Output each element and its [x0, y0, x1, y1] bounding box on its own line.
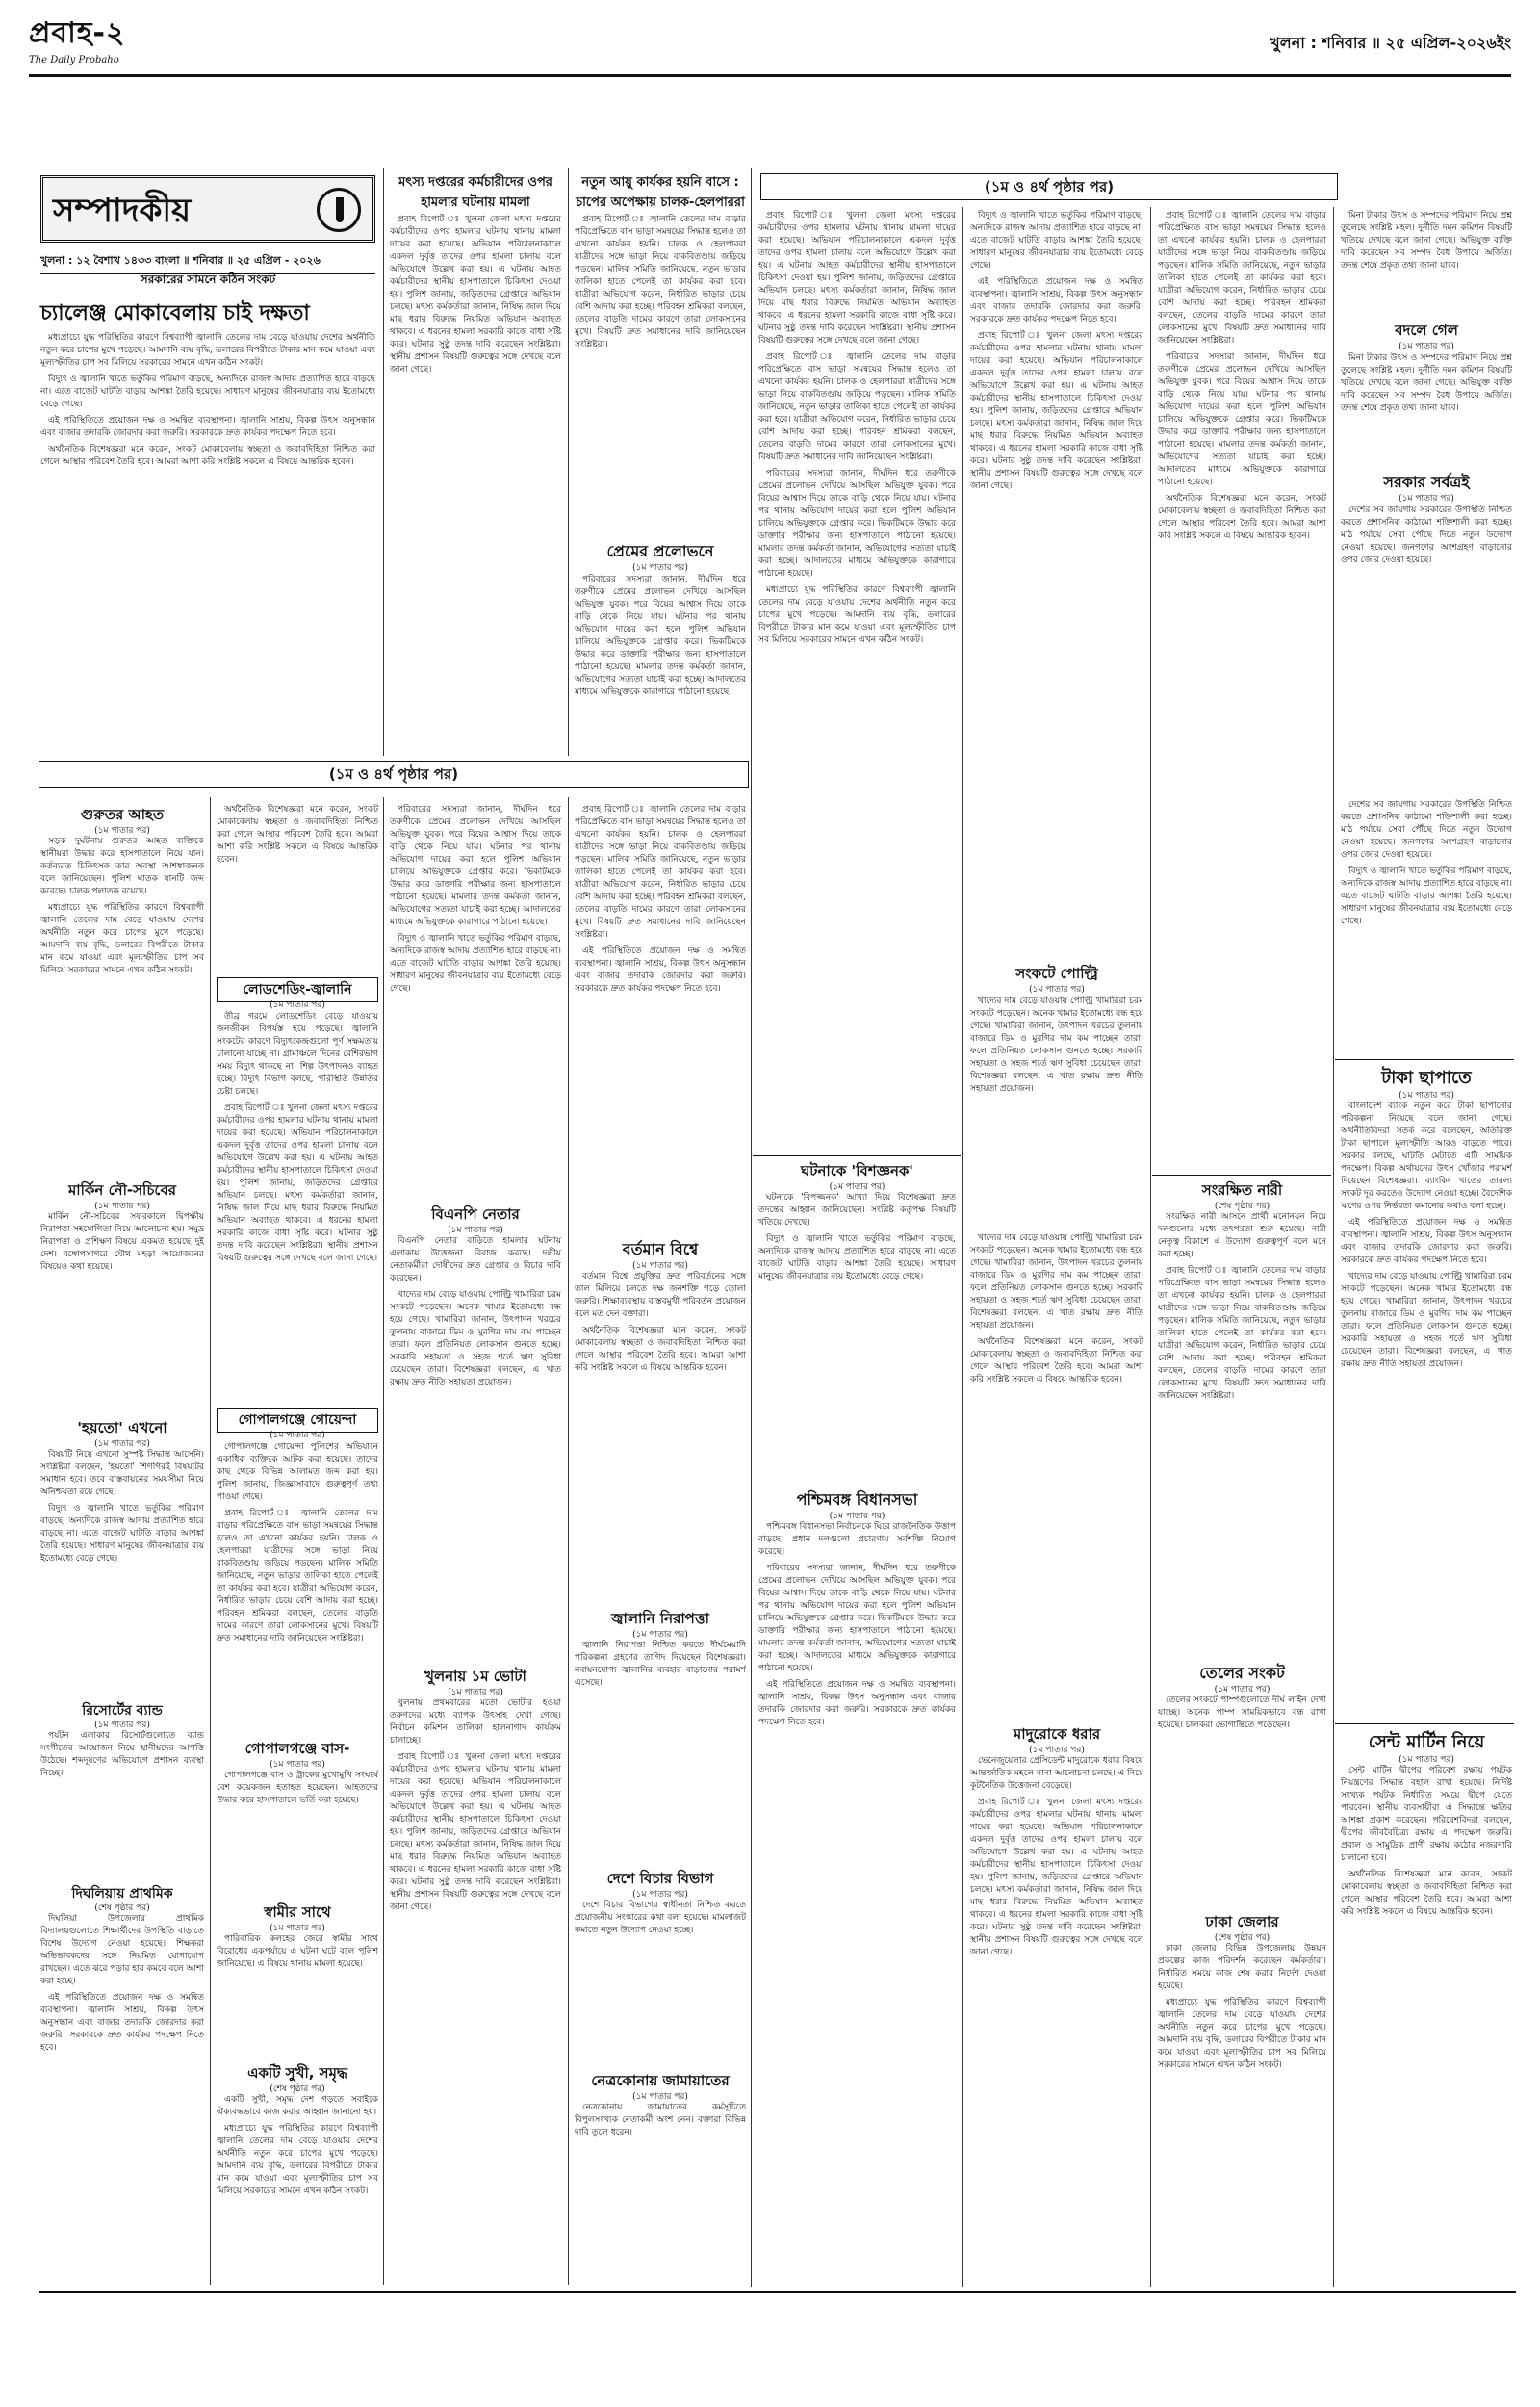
- column-rule: [751, 168, 752, 2287]
- story-paragraph: দেশের সব জায়গায় সরকারের উপস্থিতি নিশ্চিত করতে প্রশাসনিক কাঠামো শক্তিশালী করা হচ্ছে। মাঠ পর্যায়ে সেবা পৌঁছে দিতে নতুন উদ্যোগ নেওয়া হয়েছে। জনগণের অংশগ্রহণ বাড়ানোর ওপর জোর দেওয়া হয়েছে।: [1341, 800, 1512, 860]
- story-paragraph: মধ্যপ্রাচ্যে যুদ্ধ পরিস্থিতির কারণে বিশ্বব্যাপী জ্বালানি তেলের দাম বেড়ে যাওয়ায় দেশের অর্থনীতি নতুন করে চাপের মুখে পড়েছে। আমদানি ব্যয় বৃদ্ধি, ডলারের বিপরীতে টাকার মান কমে যাওয়া এবং মূল্যস্ফীতির চাপ সব মিলিয়ে সরকারের সামনে এখন কঠিন সংকট।: [758, 585, 956, 645]
- story-body: [1341, 1765, 1512, 2280]
- column-rule: [568, 797, 569, 2285]
- story-paragraph: প্রবাহ রিপোর্ট ঃ জ্বালানি তেলের দাম বাড়ার পরিপ্রেক্ষিতে বাস ভাড়া সমন্বয়ের সিদ্ধান্ত হলেও তা এখনো কার্যকর হয়নি। চালক ও হেলপাররা যাত্রীদের সঙ্গে ভাড়া নিয়ে বাকবিতণ্ডায় জড়িয়ে পড়ছেন। মালিক সমিতি জানিয়েছে, নতুন ভাড়ার তালিকা হাতে পেলেই তা কার্যকর করা হবে। যাত্রীরা অভিযোগ করেন, নির্ধারিত ভাড়ার চেয়ে বেশি আদায় করা হচ্ছে। পরিবহন শ্রমিকরা বলছেন, তেলের বাড়তি দামের কারণে তারা লোকসানের মুখে। বিষয়টি দ্রুত সমাধানের দাবি জানিয়েছেন সংশ্লিষ্টরা।: [1158, 211, 1326, 346]
- jump-line: (১ম পাতার পর): [1399, 1755, 1454, 1765]
- jump-line: (১ম পাতার পর): [1029, 985, 1085, 995]
- story-body: [970, 996, 1143, 1227]
- story-body: [970, 1755, 1143, 2280]
- jump-line: (১ম পাতার পর): [1399, 494, 1454, 504]
- story-paragraph: মধ্যপ্রাচ্যে যুদ্ধ পরিস্থিতির কারণে বিশ্বব্যাপী জ্বালানি তেলের দাম বেড়ে যাওয়ায় দেশের অর্থনীতি নতুন করে চাপের মুখে পড়েছে। আমদানি ব্যয় বৃদ্ধি, ডলারের বিপরীতে টাকার মান কমে যাওয়া এবং মূল্যস্ফীতির চাপ সব মিলিয়ে সরকারের সামনে এখন কঠিন সংকট।: [40, 903, 204, 975]
- story-paragraph: পর্যটন এলাকার রিসোর্টগুলোতে ব্যান্ড সংগীতের আয়োজন নিয়ে স্থানীয়দের আপত্তি উঠেছে। শব্দদূষণের অভিযোগে প্রশাসন ব্যবস্থা নিচ্ছে।: [40, 1731, 204, 1778]
- story-paragraph: পরিবারের সদস্যরা জানান, দীর্ঘদিন ধরে তরুণীকে প্রেমের প্রলোভন দেখিয়ে আসছিল অভিযুক্ত যুবক। পরে বিয়ের আশ্বাস দিয়ে তাকে বাড়ি থেকে নিয়ে যায়। ঘটনার পর থানায় অভিযোগ দায়ের করা হলে পুলিশ অভিযান চালিয়ে অভিযুক্তকে গ্রেপ্তার করে। ভিকটিমকে উদ্ধার করে ডাক্তারি পরীক্ষার জন্য হাসপাতালে পাঠানো হয়েছে। মামলার তদন্ত কর্মকর্তা জানান, অভিযোগের সত্যতা যাচাই করা হচ্ছে। আদালতের মাধ্যমে অভিযুক্তকে কারাগারে পাঠানো হয়েছে।: [758, 469, 956, 579]
- story-body: [575, 214, 746, 531]
- editorial-title: সম্পাদকীয়: [53, 192, 192, 230]
- story-body: [390, 1697, 561, 2280]
- continuation-banner: (১ম ও ৪র্থ পৃষ্ঠার পর): [38, 761, 749, 788]
- story-headline: নেত্রকোনায় জামায়াতের: [591, 2072, 730, 2089]
- story-paragraph: অর্থনৈতিক বিশেষজ্ঞরা মনে করেন, সংকট মোকাবেলায় স্বচ্ছতা ও জবাবদিহিতা নিশ্চিত করা গেলে আস্থার পরিবেশ তৈরি হবে। আমরা আশা করি সংশ্লিষ্ট সকলে এ বিষয়ে আন্তরিক হবেন।: [1341, 1870, 1512, 1917]
- story-paragraph: বিদ্যুৎ ও জ্বালানি খাতে ভর্তুকির পরিমাণ বাড়ছে, অন্যদিকে রাজস্ব আদায় প্রত্যাশিত হারে বাড়ছে না। এতে বাজেট ঘাটতি বাড়ার আশঙ্কা তৈরি হয়েছে। সাধারণ মানুষের জীবনযাত্রার ব্যয় ইতোমধ্যে বেড়ে গেছে।: [970, 211, 1143, 271]
- story-headline: সংকটে পোল্ট্রি: [1015, 965, 1098, 982]
- continuation-column: [1341, 210, 1512, 316]
- jump-line: (১ম পাতার পর): [632, 1261, 688, 1271]
- story-headline: সংরক্ষিত নারী: [1201, 1181, 1283, 1199]
- story-paragraph: মার্কিন নৌ-সচিবের সফরকালে দ্বিপক্ষীয় নিরাপত্তা সহযোগিতা নিয়ে আলোচনা হয়। সমুদ্র নিরাপত্তা ও প্রশিক্ষণ বিষয়ে একমত হয়েছে দুই দেশ। বঙ্গোপসাগরে যৌথ মহড়া আয়োজনের বিষয়েও কথা হয়েছে।: [40, 1212, 204, 1272]
- jump-line: (১ম পাতার পর): [1399, 342, 1454, 351]
- editorial-subtitle: সরকারের সামনে কঠিন সংকট: [140, 272, 276, 286]
- editorial-body: [40, 332, 375, 746]
- jump-line: (১ম পাতার পর): [94, 1202, 150, 1211]
- story-body: [390, 1235, 561, 1659]
- story-paragraph: অর্থনৈতিক বিশেষজ্ঞরা মনে করেন, সংকট মোকাবেলায় স্বচ্ছতা ও জবাবদিহিতা নিশ্চিত করা গেলে আস্থার পরিবেশ তৈরি হবে। আমরা আশা করি সংশ্লিষ্ট সকলে এ বিষয়ে আন্তরিক হবেন।: [1158, 494, 1326, 541]
- story-headline: টাকা ছাপাতে: [1381, 1068, 1472, 1088]
- story-paragraph: প্রবাহ রিপোর্ট ঃ খুলনা জেলা মৎস্য দপ্তরের কর্মচারীদের ওপর হামলার ঘটনায় থানায় মামলা দায়ের করা হয়েছে। অভিযান পরিচালনাকালে একদল দুর্বৃত্ত তাদের ওপর হামলা চালায় বলে অভিযোগে উল্লেখ করা হয়। এ ঘটনায় আহত কর্মচারীদের স্থানীয় হাসপাতালে চিকিৎসা দেওয়া হয়। পুলিশ জানায়, জড়িতদের গ্রেপ্তারে অভিযান চলছে। মৎস্য কর্মকর্তারা জানান, নিষিদ্ধ জাল দিয়ে মাছ ধরার বিরুদ্ধে নিয়মিত অভিযান অব্যাহত থাকবে। এ ধরনের হামলা সরকারি কাজে বাধা সৃষ্টি করে। ঘটনার সুষ্ঠু তদন্ত দাবি করেছেন সংশ্লিষ্টরা। স্থানীয় প্রশাসন বিষয়টি গুরুত্বের সঙ্গে দেখছে বলে জানা গেছে।: [390, 215, 561, 375]
- story-body: [1158, 1695, 1326, 1902]
- story-paragraph: দিঘলিয়া উপজেলার প্রাথমিক বিদ্যালয়গুলোতে শিক্ষার্থীদের উপস্থিতি বাড়াতে বিশেষ উদ্যোগ নেওয়া হয়েছে। শিক্ষকরা অভিভাবকদের সঙ্গে নিয়মিত যোগাযোগ রাখছেন। এতে ঝরে পড়ার হার কমবে বলে আশা করা হচ্ছে।: [40, 1914, 204, 1986]
- column-rule: [1150, 207, 1151, 2287]
- logo-name: প্রবাহ-২: [29, 16, 126, 50]
- story-body: [1341, 1100, 1512, 1717]
- jump-line: (শেষ পৃষ্ঠার পর): [1214, 1933, 1270, 1943]
- editorial-banner: [40, 175, 375, 243]
- story-paragraph: একটি সুখী, সমৃদ্ধ দেশ গড়তে সবাইকে ঐক্যবদ্ধভাবে কাজ করার আহ্বান জানানো হয়।: [217, 2095, 378, 2117]
- continuation-column: [217, 804, 378, 972]
- story-body: [575, 1900, 746, 2063]
- story-headline: বদলে গেল: [1395, 322, 1458, 339]
- story-paragraph: প্রবাহ রিপোর্ট ঃ জ্বালানি তেলের দাম বাড়ার পরিপ্রেক্ষিতে বাস ভাড়া সমন্বয়ের সিদ্ধান্ত হলেও তা এখনো কার্যকর হয়নি। চালক ও হেলপাররা যাত্রীদের সঙ্গে ভাড়া নিয়ে বাকবিতণ্ডায় জড়িয়ে পড়ছেন। মালিক সমিতি জানিয়েছে, নতুন ভাড়ার তালিকা হাতে পেলেই তা কার্যকর করা হবে। যাত্রীরা অভিযোগ করেন, নির্ধারিত ভাড়ার চেয়ে বেশি আদায় করা হচ্ছে। পরিবহন শ্রমিকরা বলছেন, তেলের বাড়তি দামের কারণে তারা লোকসানের মুখে। বিষয়টি দ্রুত সমাধানের দাবি জানিয়েছেন সংশ্লিষ্টরা।: [758, 352, 956, 462]
- story-paragraph: দেশে বিচার বিভাগের স্বাধীনতা নিশ্চিত করতে প্রয়োজনীয় সংস্কারের কথা বলা হয়েছে। মামলাজট কমাতে নতুন উদ্যোগ নেওয়া হচ্ছে।: [575, 1901, 746, 1935]
- jump-line: (শেষ পৃষ্ঠার পর): [1214, 1202, 1270, 1211]
- story-paragraph: প্রবাহ রিপোর্ট ঃ খুলনা জেলা মৎস্য দপ্তরের কর্মচারীদের ওপর হামলার ঘটনায় থানায় মামলা দায়ের করা হয়েছে। অভিযান পরিচালনাকালে একদল দুর্বৃত্ত তাদের ওপর হামলা চালায় বলে অভিযোগে উল্লেখ করা হয়। এ ঘটনায় আহত কর্মচারীদের স্থানীয় হাসপাতালে চিকিৎসা দেওয়া হয়। পুলিশ জানায়, জড়িতদের গ্রেপ্তারে অভিযান চলছে। মৎস্য কর্মকর্তারা জানান, নিষিদ্ধ জাল দিয়ে মাছ ধরার বিরুদ্ধে নিয়মিত অভিযান অব্যাহত থাকবে। এ ধরনের হামলা সরকারি কাজে বাধা সৃষ্টি করে। ঘটনার সুষ্ঠু তদন্ত দাবি করেছেন সংশ্লিষ্টরা। স্থানীয় প্রশাসন বিষয়টি গুরুত্বের সঙ্গে দেখছে বলে জানা গেছে।: [390, 1752, 561, 1912]
- continuation-column: [970, 1232, 1143, 1714]
- story-paragraph: বিএনপি নেতার বাড়িতে হামলার ঘটনায় এলাকায় উত্তেজনা বিরাজ করছে। দলীয় নেতাকর্মীরা দোষীদের দ্রুত গ্রেপ্তার ও বিচার দাবি করেছেন।: [390, 1236, 561, 1283]
- story-paragraph: প্রবাহ রিপোর্ট ঃ খুলনা জেলা মৎস্য দপ্তরের কর্মচারীদের ওপর হামলার ঘটনায় থানায় মামলা দায়ের করা হয়েছে। অভিযান পরিচালনাকালে একদল দুর্বৃত্ত তাদের ওপর হামলা চালায় বলে অভিযোগে উল্লেখ করা হয়। এ ঘটনায় আহত কর্মচারীদের স্থানীয় হাসপাতালে চিকিৎসা দেওয়া হয়। পুলিশ জানায়, জড়িতদের গ্রেপ্তারে অভিযান চলছে। মৎস্য কর্মকর্তারা জানান, নিষিদ্ধ জাল দিয়ে মাছ ধরার বিরুদ্ধে নিয়মিত অভিযান অব্যাহত থাকবে। এ ধরনের হামলা সরকারি কাজে বাধা সৃষ্টি করে। ঘটনার সুষ্ঠু তদন্ত দাবি করেছেন সংশ্লিষ্টরা। স্থানীয় প্রশাসন বিষয়টি গুরুত্বের সঙ্গে দেখছে বলে জানা গেছে।: [217, 1103, 378, 1263]
- story-paragraph: এই পরিস্থিতিতে প্রয়োজন দক্ষ ও সমন্বিত ব্যবস্থাপনা। জ্বালানি সাশ্রয়, বিকল্প উৎস অনুসন্ধান এবং বাজার তদারকি জোরদার করা জরুরি। সরকারকে দ্রুত কার্যকর পদক্ষেপ নিতে হবে।: [758, 1680, 956, 1727]
- story-headline: 'হয়তো' এখনো: [77, 1419, 167, 1436]
- story-body: [575, 1640, 746, 1861]
- jump-line: (১ম পাতার পর): [1029, 1746, 1085, 1755]
- story-paragraph: খাদ্যের দাম বেড়ে যাওয়ায় পোল্ট্রি খামারিরা চরম সংকটে পড়েছেন। অনেক খামার ইতোমধ্যে বন্ধ হয়ে গেছে। খামারিরা জানান, উৎপাদন খরচের তুলনায় বাজারে ডিম ও মুরগির দাম কম পাচ্ছেন তারা। ফলে প্রতিনিয়ত লোকসান গুনতে হচ্ছে। সরকারি সহায়তা ও সহজ শর্তে ঋণ সুবিধা চেয়েছেন তারা। বিশেষজ্ঞরা বলছেন, এ খাত রক্ষায় দ্রুত নীতি সহায়তা প্রয়োজন।: [390, 1290, 561, 1387]
- continuation-column: [970, 210, 1143, 961]
- story-body: [390, 214, 561, 748]
- story-paragraph: দেশের সব জায়গায় সরকারের উপস্থিতি নিশ্চিত করতে প্রশাসনিক কাঠামো শক্তিশালী করা হচ্ছে। মাঠ পর্যায়ে সেবা পৌঁছে দিতে নতুন উদ্যোগ নেওয়া হয়েছে। জনগণের অংশগ্রহণ বাড়ানোর ওপর জোর দেওয়া হয়েছে।: [1341, 505, 1512, 565]
- story-headline: প্রেমের প্রলোভনে: [606, 542, 714, 560]
- story-paragraph: ঘটনাকে 'বিপজ্জনক' আখ্যা দিয়ে বিশেষজ্ঞরা দ্রুত তদন্তের আহ্বান জানিয়েছেন। সংশ্লিষ্ট কর্তৃপক্ষ বিষয়টি খতিয়ে দেখছে।: [758, 1193, 956, 1228]
- jump-line: (১ম পাতার পর): [270, 1760, 325, 1770]
- story-body: [40, 1211, 204, 1413]
- column-rule: [383, 797, 384, 2285]
- editorial-paragraph: বিদ্যুৎ ও জ্বালানি খাতে ভর্তুকির পরিমাণ বাড়ছে, অন্যদিকে রাজস্ব আদায় প্রত্যাশিত হারে বাড়ছে না। এতে বাজেট ঘাটতি বাড়ার আশঙ্কা তৈরি হয়েছে। সাধারণ মানুষের জীবনযাত্রার ব্যয় ইতোমধ্যে বেড়ে গেছে।: [40, 375, 375, 409]
- story-paragraph: পরিবারের সদস্যরা জানান, দীর্ঘদিন ধরে তরুণীকে প্রেমের প্রলোভন দেখিয়ে আসছিল অভিযুক্ত যুবক। পরে বিয়ের আশ্বাস দিয়ে তাকে বাড়ি থেকে নিয়ে যায়। ঘটনার পর থানায় অভিযোগ দায়ের করা হলে পুলিশ অভিযান চালিয়ে অভিযুক্তকে গ্রেপ্তার করে। ভিকটিমকে উদ্ধার করে ডাক্তারি পরীক্ষার জন্য হাসপাতালে পাঠানো হয়েছে। মামলার তদন্ত কর্মকর্তা জানান, অভিযোগের সত্যতা যাচাই করা হচ্ছে। আদালতের মাধ্যমে অভিযুক্তকে কারাগারে পাঠানো হয়েছে।: [1158, 352, 1326, 487]
- newspaper-logo: [29, 10, 231, 69]
- story-body: [575, 1271, 746, 1598]
- story-paragraph: গোপালগঞ্জে গোয়েন্দা পুলিশের অভিযানে একাধিক ব্যক্তিকে আটক করা হয়েছে। তাদের কাছ থেকে বিভিন্ন আলামত জব্দ করা হয়। পুলিশ জানায়, জিজ্ঞাসাবাদে গুরুত্বপূর্ণ তথ্য পাওয়া গেছে।: [217, 1442, 378, 1502]
- story-paragraph: সংরক্ষিত নারী আসনে প্রার্থী মনোনয়ন নিয়ে দলগুলোর মধ্যে তৎপরতা শুরু হয়েছে। নারী নেতৃত্ব বিকাশে এ উদ্যোগ গুরুত্বপূর্ণ বলে মনে করা হচ্ছে।: [1158, 1212, 1326, 1259]
- story-body: [1341, 505, 1512, 793]
- continuation-column: [758, 210, 956, 1153]
- story-body: [217, 1770, 378, 1895]
- story-headline: বিএনপি নেতার: [431, 1205, 520, 1223]
- story-headline: জ্বালানি নিরাপত্তা: [611, 1610, 709, 1627]
- jump-line: (১ম পাতার পর): [448, 1688, 503, 1697]
- story-paragraph: এই পরিস্থিতিতে প্রয়োজন দক্ষ ও সমন্বিত ব্যবস্থাপনা। জ্বালানি সাশ্রয়, বিকল্প উৎস অনুসন্ধান এবং বাজার তদারকি জোরদার করা জরুরি। সরকারকে দ্রুত কার্যকর পদক্ষেপ নিতে হবে।: [575, 946, 746, 994]
- story-paragraph: প্রবাহ রিপোর্ট ঃ জ্বালানি তেলের দাম বাড়ার পরিপ্রেক্ষিতে বাস ভাড়া সমন্বয়ের সিদ্ধান্ত হলেও তা এখনো কার্যকর হয়নি। চালক ও হেলপাররা যাত্রীদের সঙ্গে ভাড়া নিয়ে বাকবিতণ্ডায় জড়িয়ে পড়ছেন। মালিক সমিতি জানিয়েছে, নতুন ভাড়ার তালিকা হাতে পেলেই তা কার্যকর করা হবে। যাত্রীরা অভিযোগ করেন, নির্ধারিত ভাড়ার চেয়ে বেশি আদায় করা হচ্ছে। পরিবহন শ্রমিকরা বলছেন, তেলের বাড়তি দামের কারণে তারা লোকসানের মুখে। বিষয়টি দ্রুত সমাধানের দাবি জানিয়েছেন সংশ্লিষ্টরা।: [575, 215, 746, 349]
- column-rule: [383, 168, 384, 756]
- continuation-column: [1341, 799, 1512, 1059]
- story-paragraph: মধ্যপ্রাচ্যে যুদ্ধ পরিস্থিতির কারণে বিশ্বব্যাপী জ্বালানি তেলের দাম বেড়ে যাওয়ায় দেশের অর্থনীতি নতুন করে চাপের মুখে পড়েছে। আমদানি ব্যয় বৃদ্ধি, ডলারের বিপরীতে টাকার মান কমে যাওয়া এবং মূল্যস্ফীতির চাপ সব মিলিয়ে সরকারের সামনে এখন কঠিন সংকট।: [1158, 1998, 1326, 2070]
- story-paragraph: বর্তমান বিশ্বে প্রযুক্তির দ্রুত পরিবর্তনের সঙ্গে তাল মিলিয়ে চলতে দক্ষ জনশক্তি গড়ে তোলা জরুরি। শিক্ষাব্যবস্থায় বাস্তবমুখী পরিবর্তন প্রয়োজন বলে মত দেন বক্তারা।: [575, 1272, 746, 1319]
- story-headline: তেলের সংকট: [1199, 1664, 1285, 1682]
- jump-line: (১ম পাতার পর): [632, 563, 688, 573]
- story-body: [40, 1730, 204, 1875]
- continuation-column: [390, 804, 561, 1199]
- story-body: [40, 1913, 204, 2279]
- jump-line: (১ম পাতার পর): [448, 1226, 503, 1235]
- continuation-banner: (১ম ও ৪র্থ পৃষ্ঠার পর): [760, 173, 1338, 200]
- jump-line: (১ম পাতার পর): [829, 1182, 886, 1192]
- story-paragraph: সেন্ট মার্টিন দ্বীপের পরিবেশ রক্ষায় পর্যটক নিয়ন্ত্রণের সিদ্ধান্ত বহাল রাখা হয়েছে। নির্দিষ্ট সংখ্যক পর্যটক নির্ধারিত সময়ে দ্বীপে যেতে পারবেন। স্থানীয় ব্যবসায়ীরা এ সিদ্ধান্তে ক্ষতির আশঙ্কা প্রকাশ করেছেন। পরিবেশবিদরা বলছেন, দ্বীপের জীববৈচিত্র্য রক্ষায় এ পদক্ষেপ জরুরি। প্রবাল ও সামুদ্রিক প্রাণী রক্ষায় কঠোর নজরদারি চালানো হবে।: [1341, 1766, 1512, 1863]
- story-paragraph: প্রবাহ রিপোর্ট ঃ খুলনা জেলা মৎস্য দপ্তরের কর্মচারীদের ওপর হামলার ঘটনায় থানায় মামলা দায়ের করা হয়েছে। অভিযান পরিচালনাকালে একদল দুর্বৃত্ত তাদের ওপর হামলা চালায় বলে অভিযোগে উল্লেখ করা হয়। এ ঘটনায় আহত কর্মচারীদের স্থানীয় হাসপাতালে চিকিৎসা দেওয়া হয়। পুলিশ জানায়, জড়িতদের গ্রেপ্তারে অভিযান চলছে। মৎস্য কর্মকর্তারা জানান, নিষিদ্ধ জাল দিয়ে মাছ ধরার বিরুদ্ধে নিয়মিত অভিযান অব্যাহত থাকবে। এ ধরনের হামলা সরকারি কাজে বাধা সৃষ্টি করে। ঘটনার সুষ্ঠু তদন্ত দাবি করেছেন সংশ্লিষ্টরা। স্থানীয় প্রশাসন বিষয়টি গুরুত্বের সঙ্গে দেখছে বলে জানা গেছে।: [970, 1798, 1143, 1957]
- jump-line: (১ম পাতার পর): [270, 1431, 325, 1440]
- story-paragraph: বিদ্যুৎ ও জ্বালানি খাতে ভর্তুকির পরিমাণ বাড়ছে, অন্যদিকে রাজস্ব আদায় প্রত্যাশিত হারে বাড়ছে না। এতে বাজেট ঘাটতি বাড়ার আশঙ্কা তৈরি হয়েছে। সাধারণ মানুষের জীবনযাত্রার ব্যয় ইতোমধ্যে বেড়ে গেছে।: [758, 1234, 956, 1281]
- story-paragraph: খাদ্যের দাম বেড়ে যাওয়ায় পোল্ট্রি খামারিরা চরম সংকটে পড়েছেন। অনেক খামার ইতোমধ্যে বন্ধ হয়ে গেছে। খামারিরা জানান, উৎপাদন খরচের তুলনায় বাজারে ডিম ও মুরগির দাম কম পাচ্ছেন তারা। ফলে প্রতিনিয়ত লোকসান গুনতে হচ্ছে। সরকারি সহায়তা ও সহজ শর্তে ঋণ সুবিধা চেয়েছেন তারা। বিশেষজ্ঞরা বলছেন, এ খাত রক্ষায় দ্রুত নীতি সহায়তা প্রয়োজন।: [970, 996, 1143, 1094]
- story-headline: লোডশেডিং-জ্বালানি: [217, 977, 378, 1002]
- story-headline: গোপালগঞ্জে গোয়েন্দা: [217, 1408, 378, 1433]
- story-headline: মাদুরোকে ধরার: [1013, 1725, 1101, 1743]
- story-paragraph: নেত্রকোনায় জামায়াতের কর্মসূচিতে বিপুলসংখ্যক নেতাকর্মী অংশ নেন। বক্তারা বিভিন্ন দাবি তুলে ধরেন।: [575, 2103, 746, 2137]
- story-body: [217, 2094, 378, 2282]
- story-headline: দেশে বিচার বিভাগ: [606, 1870, 714, 1887]
- jump-line: (শেষ পৃষ্ঠার পর): [94, 1903, 150, 1913]
- story-paragraph: গোপালগঞ্জে বাস ও ট্রাকের মুখোমুখি সংঘর্ষে বেশ কয়েকজন হতাহত হয়েছেন। আহতদের উদ্ধার করে হাসপাতালে ভর্তি করা হয়েছে।: [217, 1771, 378, 1805]
- jump-line: (১ম পাতার পর): [1214, 1685, 1270, 1695]
- story-headline: একটি সুখী, সমৃদ্ধ: [247, 2064, 347, 2082]
- story-paragraph: প্রবাহ রিপোর্ট ঃ জ্বালানি তেলের দাম বাড়ার পরিপ্রেক্ষিতে বাস ভাড়া সমন্বয়ের সিদ্ধান্ত হলেও তা এখনো কার্যকর হয়নি। চালক ও হেলপাররা যাত্রীদের সঙ্গে ভাড়া নিয়ে বাকবিতণ্ডায় জড়িয়ে পড়ছেন। মালিক সমিতি জানিয়েছে, নতুন ভাড়ার তালিকা হাতে পেলেই তা কার্যকর করা হবে। যাত্রীরা অভিযোগ করেন, নির্ধারিত ভাড়ার চেয়ে বেশি আদায় করা হচ্ছে। পরিবহন শ্রমিকরা বলছেন, তেলের বাড়তি দামের কারণে তারা লোকসানের মুখে। বিষয়টি দ্রুত সমাধানের দাবি জানিয়েছেন সংশ্লিষ্টরা।: [575, 805, 746, 940]
- story-body: [575, 2102, 746, 2280]
- story-paragraph: তীব্র গরমে লোডশেডিং বেড়ে যাওয়ায় জনজীবন বিপর্যস্ত হয়ে পড়েছে। জ্বালানি সংকটের কারণে বিদ্যুৎকেন্দ্রগুলো পূর্ণ সক্ষমতায় চালানো যাচ্ছে না। গ্রামাঞ্চলে দিনের বেশিরভাগ সময় বিদ্যুৎ থাকছে না। শিল্প উৎপাদনও ব্যাহত হচ্ছে। বিদ্যুৎ বিভাগ বলছে, পরিস্থিতি উন্নতির চেষ্টা চলছে।: [217, 1012, 378, 1097]
- masthead: [29, 10, 1511, 77]
- story-paragraph: এই পরিস্থিতিতে প্রয়োজন দক্ষ ও সমন্বিত ব্যবস্থাপনা। জ্বালানি সাশ্রয়, বিকল্প উৎস অনুসন্ধান এবং বাজার তদারকি জোরদার করা জরুরি। সরকারকে দ্রুত কার্যকর পদক্ষেপ নিতে হবে।: [970, 277, 1143, 324]
- jump-line: (১ম পাতার পর): [632, 2092, 688, 2102]
- story-paragraph: বাংলাদেশ ব্যাংক নতুন করে টাকা ছাপানোর পরিকল্পনা নিয়েছে বলে জানা গেছে। অর্থনীতিবিদরা সতর্ক করে বলেছেন, অতিরিক্ত টাকা ছাপালে মূল্যস্ফীতি আরও বাড়তে পারে। সরকার বলছে, ঘাটতি মেটাতে এটি সাময়িক পদক্ষেপ। বিকল্প অর্থায়নের উৎস খোঁজার পরামর্শ দিয়েছেন বিশেষজ্ঞরা। ব্যাংকিং খাতের তারল্য সংকট দূর করতেও উদ্যোগ নেওয়া হচ্ছে। বৈদেশিক ঋণের ওপর নির্ভরতা কমানোর কথাও বলা হচ্ছে।: [1341, 1101, 1512, 1211]
- story-divider: [753, 1155, 961, 1156]
- story-paragraph: পরিবারের সদস্যরা জানান, দীর্ঘদিন ধরে তরুণীকে প্রেমের প্রলোভন দেখিয়ে আসছিল অভিযুক্ত যুবক। পরে বিয়ের আশ্বাস দিয়ে তাকে বাড়ি থেকে নিয়ে যায়। ঘটনার পর থানায় অভিযোগ দায়ের করা হলে পুলিশ অভিযান চালিয়ে অভিযুক্তকে গ্রেপ্তার করে। ভিকটিমকে উদ্ধার করে ডাক্তারি পরীক্ষার জন্য হাসপাতালে পাঠানো হয়েছে। মামলার তদন্ত কর্মকর্তা জানান, অভিযোগের সত্যতা যাচাই করা হচ্ছে। আদালতের মাধ্যমে অভিযুক্তকে কারাগারে পাঠানো হয়েছে।: [758, 1564, 956, 1673]
- editorial-paragraph: মধ্যপ্রাচ্যে যুদ্ধ পরিস্থিতির কারণে বিশ্বব্যাপী জ্বালানি তেলের দাম বেড়ে যাওয়ায় দেশের অর্থনীতি নতুন করে চাপের মুখে পড়েছে। আমদানি ব্যয় বৃদ্ধি, ডলারের বিপরীতে টাকার মান কমে যাওয়া এবং মূল্যস্ফীতির চাপ সব মিলিয়ে সরকারের সামনে এখন কঠিন সংকট।: [40, 333, 375, 368]
- story-headline: স্বামীর সাথে: [264, 1903, 331, 1921]
- story-paragraph: প্রবাহ রিপোর্ট ঃ খুলনা জেলা মৎস্য দপ্তরের কর্মচারীদের ওপর হামলার ঘটনায় থানায় মামলা দায়ের করা হয়েছে। অভিযান পরিচালনাকালে একদল দুর্বৃত্ত তাদের ওপর হামলা চালায় বলে অভিযোগে উল্লেখ করা হয়। এ ঘটনায় আহত কর্মচারীদের স্থানীয় হাসপাতালে চিকিৎসা দেওয়া হয়। পুলিশ জানায়, জড়িতদের গ্রেপ্তারে অভিযান চলছে। মৎস্য কর্মকর্তারা জানান, নিষিদ্ধ জাল দিয়ে মাছ ধরার বিরুদ্ধে নিয়মিত অভিযান অব্যাহত থাকবে। এ ধরনের হামলা সরকারি কাজে বাধা সৃষ্টি করে। ঘটনার সুষ্ঠু তদন্ত দাবি করেছেন সংশ্লিষ্টরা। স্থানীয় প্রশাসন বিষয়টি গুরুত্বের সঙ্গে দেখছে বলে জানা গেছে।: [970, 331, 1143, 491]
- column-rule: [568, 168, 569, 756]
- jump-line: (১ম পাতার পর): [270, 1000, 325, 1010]
- story-paragraph: বিদ্যুৎ ও জ্বালানি খাতে ভর্তুকির পরিমাণ বাড়ছে, অন্যদিকে রাজস্ব আদায় প্রত্যাশিত হারে বাড়ছে না। এতে বাজেট ঘাটতি বাড়ার আশঙ্কা তৈরি হয়েছে। সাধারণ মানুষের জীবনযাত্রার ব্যয় ইতোমধ্যে বেড়ে গেছে।: [40, 1504, 204, 1564]
- page-bottom-rule: [38, 2291, 1516, 2293]
- jump-line: (১ম পাতার পর): [94, 826, 150, 836]
- jump-line: (১ম পাতার পর): [829, 1512, 886, 1521]
- story-headline: মার্কিন নৌ-সচিবের: [67, 1181, 177, 1199]
- story-paragraph: ভেনেজুয়েলার প্রেসিডেন্ট মাদুরোকে ধরার বিষয়ে আন্তর্জাতিক মহলে নানা আলোচনা চলছে। এ নিয়ে কূটনৈতিক উত্তেজনা বেড়েছে।: [970, 1756, 1143, 1791]
- story-divider: [1152, 1175, 1331, 1176]
- story-paragraph: বিষয়টি নিয়ে এখনো সুস্পষ্ট সিদ্ধান্ত আসেনি। সংশ্লিষ্টরা বলছেন, 'হয়তো' শিগগিরই বিষয়টির সমাধান হবে। তবে বাস্তবায়নের সময়সীমা নিয়ে অনিশ্চয়তা রয়ে গেছে।: [40, 1450, 204, 1497]
- column-rule: [962, 207, 963, 2287]
- story-body: [1158, 1211, 1326, 1654]
- story-paragraph: অর্থনৈতিক বিশেষজ্ঞরা মনে করেন, সংকট মোকাবেলায় স্বচ্ছতা ও জবাবদিহিতা নিশ্চিত করা গেলে আস্থার পরিবেশ তৈরি হবে। আমরা আশা করি সংশ্লিষ্ট সকলে এ বিষয়ে আন্তরিক হবেন।: [217, 805, 378, 865]
- story-headline: মৎস্য দপ্তরের কর্মচারীদের ওপর হামলার ঘটনায় মামলা: [398, 175, 552, 210]
- date-line: খুলনা : শনিবার ॥ ২৫ এপ্রিল-২০২৬ইং: [1270, 34, 1511, 52]
- editorial-paragraph: এই পরিস্থিতিতে প্রয়োজন দক্ষ ও সমন্বিত ব্যবস্থাপনা। জ্বালানি সাশ্রয়, বিকল্প উৎস অনুসন্ধান এবং বাজার তদারকি জোরদার করা জরুরি। সরকারকে দ্রুত কার্যকর পদক্ষেপ নিতে হবে।: [40, 416, 375, 438]
- jump-line: (১ম পাতার পর): [632, 1630, 688, 1640]
- column-rule: [210, 797, 211, 2285]
- story-paragraph: প্রবাহ রিপোর্ট ঃ খুলনা জেলা মৎস্য দপ্তরের কর্মচারীদের ওপর হামলার ঘটনায় থানায় মামলা দায়ের করা হয়েছে। অভিযান পরিচালনাকালে একদল দুর্বৃত্ত তাদের ওপর হামলা চালায় বলে অভিযোগে উল্লেখ করা হয়। এ ঘটনায় আহত কর্মচারীদের স্থানীয় হাসপাতালে চিকিৎসা দেওয়া হয়। পুলিশ জানায়, জড়িতদের গ্রেপ্তারে অভিযান চলছে। মৎস্য কর্মকর্তারা জানান, নিষিদ্ধ জাল দিয়ে মাছ ধরার বিরুদ্ধে নিয়মিত অভিযান অব্যাহত থাকবে। এ ধরনের হামলা সরকারি কাজে বাধা সৃষ্টি করে। ঘটনার সুষ্ঠু তদন্ত দাবি করেছেন সংশ্লিষ্টরা। স্থানীয় প্রশাসন বিষয়টি গুরুত্বের সঙ্গে দেখছে বলে জানা গেছে।: [758, 211, 956, 346]
- story-divider: [1335, 1723, 1514, 1724]
- story-headline: সেন্ট মার্টিন নিয়ে: [1368, 1732, 1485, 1752]
- story-headline: পশ্চিমবঙ্গ বিধানসভা: [796, 1490, 918, 1509]
- story-paragraph: প্রবাহ রিপোর্ট ঃ জ্বালানি তেলের দাম বাড়ার পরিপ্রেক্ষিতে বাস ভাড়া সমন্বয়ের সিদ্ধান্ত হলেও তা এখনো কার্যকর হয়নি। চালক ও হেলপাররা যাত্রীদের সঙ্গে ভাড়া নিয়ে বাকবিতণ্ডায় জড়িয়ে পড়ছেন। মালিক সমিতি জানিয়েছে, নতুন ভাড়ার তালিকা হাতে পেলেই তা কার্যকর করা হবে। যাত্রীরা অভিযোগ করেন, নির্ধারিত ভাড়ার চেয়ে বেশি আদায় করা হচ্ছে। পরিবহন শ্রমিকরা বলছেন, তেলের বাড়তি দামের কারণে তারা লোকসানের মুখে। বিষয়টি দ্রুত সমাধানের দাবি জানিয়েছেন সংশ্লিষ্টরা।: [1158, 1266, 1326, 1401]
- story-paragraph: বিদ্যুৎ ও জ্বালানি খাতে ভর্তুকির পরিমাণ বাড়ছে, অন্যদিকে রাজস্ব আদায় প্রত্যাশিত হারে বাড়ছে না। এতে বাজেট ঘাটতি বাড়ার আশঙ্কা তৈরি হয়েছে। সাধারণ মানুষের জীবনযাত্রার ব্যয় ইতোমধ্যে বেড়ে গেছে।: [1341, 867, 1512, 926]
- story-headline: সরকার সর্বত্রই: [1383, 473, 1470, 491]
- story-paragraph: মিনা টাকার উৎস ও সম্পদের পরিমাণ নিয়ে প্রশ্ন তুলেছে সংশ্লিষ্ট মহল। দুর্নীতি দমন কমিশন বিষয়টি খতিয়ে দেখছে বলে জানা গেছে। অভিযুক্ত ব্যক্তি দাবি করেছেন সব সম্পদ বৈধ উপায়ে অর্জিত। তদন্ত শেষে প্রকৃত তথ্য জানা যাবে।: [1341, 211, 1512, 271]
- story-headline: নতুন আয়ু কার্যকর হয়নি বাসে : চাপের অপেক্ষায় চালক-হেলপাররা: [576, 175, 745, 210]
- story-paragraph: মধ্যপ্রাচ্যে যুদ্ধ পরিস্থিতির কারণে বিশ্বব্যাপী জ্বালানি তেলের দাম বেড়ে যাওয়ায় দেশের অর্থনীতি নতুন করে চাপের মুখে পড়েছে। আমদানি ব্যয় বৃদ্ধি, ডলারের বিপরীতে টাকার মান কমে যাওয়া এবং মূল্যস্ফীতির চাপ সব মিলিয়ে সরকারের সামনে এখন কঠিন সংকট।: [217, 2124, 378, 2196]
- editorial-headline: চ্যালেঞ্জ মোকাবেলায় চাই দক্ষতা: [40, 301, 310, 325]
- jump-line: (১ম পাতার পর): [632, 1890, 688, 1900]
- story-headline: গুরুতর আহত: [80, 806, 165, 823]
- editorial-paragraph: অর্থনৈতিক বিশেষজ্ঞরা মনে করেন, সংকট মোকাবেলায় স্বচ্ছতা ও জবাবদিহিতা নিশ্চিত করা গেলে আস্থার পরিবেশ তৈরি হবে। আমরা আশা করি সংশ্লিষ্ট সকলে এ বিষয়ে আন্তরিক হবেন।: [40, 445, 375, 467]
- story-paragraph: মিনা টাকার উৎস ও সম্পদের পরিমাণ নিয়ে প্রশ্ন তুলেছে সংশ্লিষ্ট মহল। দুর্নীতি দমন কমিশন বিষয়টি খতিয়ে দেখছে বলে জানা গেছে। অভিযুক্ত ব্যক্তি দাবি করেছেন সব সম্পদ বৈধ উপায়ে অর্জিত। তদন্ত শেষে প্রকৃত তথ্য জানা যাবে।: [1341, 353, 1512, 413]
- story-body: [40, 836, 204, 1173]
- logo-tagline: The Daily Probaho: [29, 55, 119, 65]
- story-headline: ঘটনাকে 'বিশজ্ঞনক': [801, 1162, 913, 1179]
- story-paragraph: খাদ্যের দাম বেড়ে যাওয়ায় পোল্ট্রি খামারিরা চরম সংকটে পড়েছেন। অনেক খামার ইতোমধ্যে বন্ধ হয়ে গেছে। খামারিরা জানান, উৎপাদন খরচের তুলনায় বাজারে ডিম ও মুরগির দাম কম পাচ্ছেন তারা। ফলে প্রতিনিয়ত লোকসান গুনতে হচ্ছে। সরকারি সহায়তা ও সহজ শর্তে ঋণ সুবিধা চেয়েছেন তারা। বিশেষজ্ঞরা বলছেন, এ খাত রক্ষায় দ্রুত নীতি সহায়তা প্রয়োজন।: [970, 1233, 1143, 1331]
- story-paragraph: খুলনায় প্রথমবারের মতো ভোটার হওয়া তরুণদের মধ্যে ব্যাপক উৎসাহ দেখা গেছে। নির্বাচন কমিশন তালিকা হালনাগাদ কার্যক্রম চালাচ্ছে।: [390, 1698, 561, 1746]
- story-paragraph: বিদ্যুৎ ও জ্বালানি খাতে ভর্তুকির পরিমাণ বাড়ছে, অন্যদিকে রাজস্ব আদায় প্রত্যাশিত হারে বাড়ছে না। এতে বাজেট ঘাটতি বাড়ার আশঙ্কা তৈরি হয়েছে। সাধারণ মানুষের জীবনযাত্রার ব্যয় ইতোমধ্যে বেড়ে গেছে।: [390, 934, 561, 994]
- story-headline: খুলনায় ১ম ভোটা: [424, 1668, 526, 1685]
- jump-line: (১ম পাতার পর): [94, 1439, 150, 1449]
- story-paragraph: পারিবারিক কলহের জেরে স্বামীর সাথে বিরোধের একপর্যায়ে এ ঘটনা ঘটে বলে পুলিশ জানিয়েছে। এ বিষয়ে থানায় মামলা হয়েছে।: [217, 1934, 378, 1969]
- continuation-column: [1158, 210, 1326, 1173]
- story-paragraph: প্রবাহ রিপোর্ট ঃ জ্বালানি তেলের দাম বাড়ার পরিপ্রেক্ষিতে বাস ভাড়া সমন্বয়ের সিদ্ধান্ত হলেও তা এখনো কার্যকর হয়নি। চালক ও হেলপাররা যাত্রীদের সঙ্গে ভাড়া নিয়ে বাকবিতণ্ডায় জড়িয়ে পড়ছেন। মালিক সমিতি জানিয়েছে, নতুন ভাড়ার তালিকা হাতে পেলেই তা কার্যকর করা হবে। যাত্রীরা অভিযোগ করেন, নির্ধারিত ভাড়ার চেয়ে বেশি আদায় করা হচ্ছে। পরিবহন শ্রমিকরা বলছেন, তেলের বাড়তি দামের কারণে তারা লোকসানের মুখে। বিষয়টি দ্রুত সমাধানের দাবি জানিয়েছেন সংশ্লিষ্টরা।: [217, 1509, 378, 1643]
- story-paragraph: এই পরিস্থিতিতে প্রয়োজন দক্ষ ও সমন্বিত ব্যবস্থাপনা। জ্বালানি সাশ্রয়, বিকল্প উৎস অনুসন্ধান এবং বাজার তদারকি জোরদার করা জরুরি। সরকারকে দ্রুত কার্যকর পদক্ষেপ নিতে হবে।: [40, 1993, 204, 2053]
- story-headline: রিসোর্টের ব্যান্ড: [82, 1703, 163, 1719]
- story-headline: বর্তমান বিশ্বে: [622, 1240, 699, 1258]
- story-paragraph: তেলের সংকটে পাম্পগুলোতে দীর্ঘ লাইন দেখা যাচ্ছে। অনেক পাম্প সাময়িকভাবে বন্ধ রাখা হয়েছে। চালকরা ভোগান্তিতে পড়েছেন।: [1158, 1695, 1326, 1730]
- story-paragraph: ঢাকা জেলার বিভিন্ন উপজেলায় উন্নয়ন প্রকল্পের কাজ পরিদর্শন করেছেন কর্মকর্তারা। নির্ধারিত সময়ে কাজ শেষ করার নির্দেশ দেওয়া হয়েছে।: [1158, 1944, 1326, 1991]
- story-body: [1158, 1943, 1326, 2280]
- jump-line: (১ম পাতার পর): [94, 1721, 150, 1730]
- story-body: [217, 1011, 378, 1396]
- story-paragraph: জ্বালানি নিরাপত্তা নিশ্চিত করতে দীর্ঘমেয়াদি পরিকল্পনা গ্রহণের তাগিদ দিয়েছেন বিশেষজ্ঞরা। নবায়নযোগ্য জ্বালানির ব্যবহার বাড়ানোর পরামর্শ এসেছে।: [575, 1641, 746, 1688]
- story-divider: [1335, 1059, 1514, 1060]
- continuation-column: [575, 804, 746, 1228]
- jump-line: (১ম পাতার পর): [270, 1924, 325, 1933]
- story-headline: ঢাকা জেলার: [1205, 1913, 1279, 1930]
- jump-line: (শেষ পৃষ্ঠার পর): [270, 2084, 325, 2094]
- story-body: [758, 1192, 956, 1481]
- story-paragraph: খাদ্যের দাম বেড়ে যাওয়ায় পোল্ট্রি খামারিরা চরম সংকটে পড়েছেন। অনেক খামার ইতোমধ্যে বন্ধ হয়ে গেছে। খামারিরা জানান, উৎপাদন খরচের তুলনায় বাজারে ডিম ও মুরগির দাম কম পাচ্ছেন তারা। ফলে প্রতিনিয়ত লোকসান গুনতে হচ্ছে। সরকারি সহায়তা ও সহজ শর্তে ঋণ সুবিধা চেয়েছেন তারা। বিশেষজ্ঞরা বলছেন, এ খাত রক্ষায় দ্রুত নীতি সহায়তা প্রয়োজন।: [1341, 1272, 1512, 1369]
- story-body: [40, 1449, 204, 1690]
- story-paragraph: সড়ক দুর্ঘটনায় গুরুতর আহত ব্যক্তিকে স্থানীয়রা উদ্ধার করে হাসপাতালে নিয়ে যান। কর্তব্যরত চিকিৎসক তার অবস্থা আশঙ্কাজনক বলে জানিয়েছেন। পুলিশ ঘাতক যানটি জব্দ করেছে। চালক পলাতক রয়েছে।: [40, 837, 204, 896]
- story-paragraph: এই পরিস্থিতিতে প্রয়োজন দক্ষ ও সমন্বিত ব্যবস্থাপনা। জ্বালানি সাশ্রয়, বিকল্প উৎস অনুসন্ধান এবং বাজার তদারকি জোরদার করা জরুরি। সরকারকে দ্রুত কার্যকর পদক্ষেপ নিতে হবে।: [1341, 1218, 1512, 1265]
- story-headline: দিঘলিয়ায় প্রাথমিক: [71, 1886, 173, 1902]
- story-body: [758, 1521, 956, 2282]
- story-paragraph: পরিবারের সদস্যরা জানান, দীর্ঘদিন ধরে তরুণীকে প্রেমের প্রলোভন দেখিয়ে আসছিল অভিযুক্ত যুবক। পরে বিয়ের আশ্বাস দিয়ে তাকে বাড়ি থেকে নিয়ে যায়। ঘটনার পর থানায় অভিযোগ দায়ের করা হলে পুলিশ অভিযান চালিয়ে অভিযুক্তকে গ্রেপ্তার করে। ভিকটিমকে উদ্ধার করে ডাক্তারি পরীক্ষার জন্য হাসপাতালে পাঠানো হয়েছে। মামলার তদন্ত কর্মকর্তা জানান, অভিযোগের সত্যতা যাচাই করা হচ্ছে। আদালতের মাধ্যমে অভিযুক্তকে কারাগারে পাঠানো হয়েছে।: [575, 575, 746, 697]
- story-paragraph: পরিবারের সদস্যরা জানান, দীর্ঘদিন ধরে তরুণীকে প্রেমের প্রলোভন দেখিয়ে আসছিল অভিযুক্ত যুবক। পরে বিয়ের আশ্বাস দিয়ে তাকে বাড়ি থেকে নিয়ে যায়। ঘটনার পর থানায় অভিযোগ দায়ের করা হলে পুলিশ অভিযান চালিয়ে অভিযুক্তকে গ্রেপ্তার করে। ভিকটিমকে উদ্ধার করে ডাক্তারি পরীক্ষার জন্য হাসপাতালে পাঠানো হয়েছে। মামলার তদন্ত কর্মকর্তা জানান, অভিযোগের সত্যতা যাচাই করা হচ্ছে। আদালতের মাধ্যমে অভিযুক্তকে কারাগারে পাঠানো হয়েছে।: [390, 805, 561, 927]
- story-body: [575, 574, 746, 752]
- story-body: [217, 1933, 378, 2058]
- jump-line: (১ম পাতার পর): [1399, 1091, 1454, 1100]
- story-paragraph: অর্থনৈতিক বিশেষজ্ঞরা মনে করেন, সংকট মোকাবেলায় স্বচ্ছতা ও জবাবদিহিতা নিশ্চিত করা গেলে আস্থার পরিবেশ তৈরি হবে। আমরা আশা করি সংশ্লিষ্ট সকলে এ বিষয়ে আন্তরিক হবেন।: [970, 1337, 1143, 1385]
- story-headline: গোপালগঞ্জে বাস-: [244, 1740, 350, 1757]
- story-paragraph: পশ্চিমবঙ্গ বিধানসভা নির্বাচনকে ঘিরে রাজনৈতিক উত্তাপ বাড়ছে। প্রধান দলগুলো প্রচারণায় সর্বশক্তি নিয়োগ করেছে।: [758, 1522, 956, 1557]
- fountain-pen-icon: [317, 188, 361, 232]
- story-body: [217, 1441, 378, 1730]
- column-rule: [1333, 207, 1334, 2287]
- editorial-meta: খুলনা : ১২ বৈশাখ ১৪৩৩ বাংলা ॥ শনিবার ॥ ২৫ এপ্রিল - ২০২৬: [40, 252, 375, 274]
- story-paragraph: অর্থনৈতিক বিশেষজ্ঞরা মনে করেন, সংকট মোকাবেলায় স্বচ্ছতা ও জবাবদিহিতা নিশ্চিত করা গেলে আস্থার পরিবেশ তৈরি হবে। আমরা আশা করি সংশ্লিষ্ট সকলে এ বিষয়ে আন্তরিক হবেন।: [575, 1326, 746, 1373]
- story-body: [1341, 352, 1512, 468]
